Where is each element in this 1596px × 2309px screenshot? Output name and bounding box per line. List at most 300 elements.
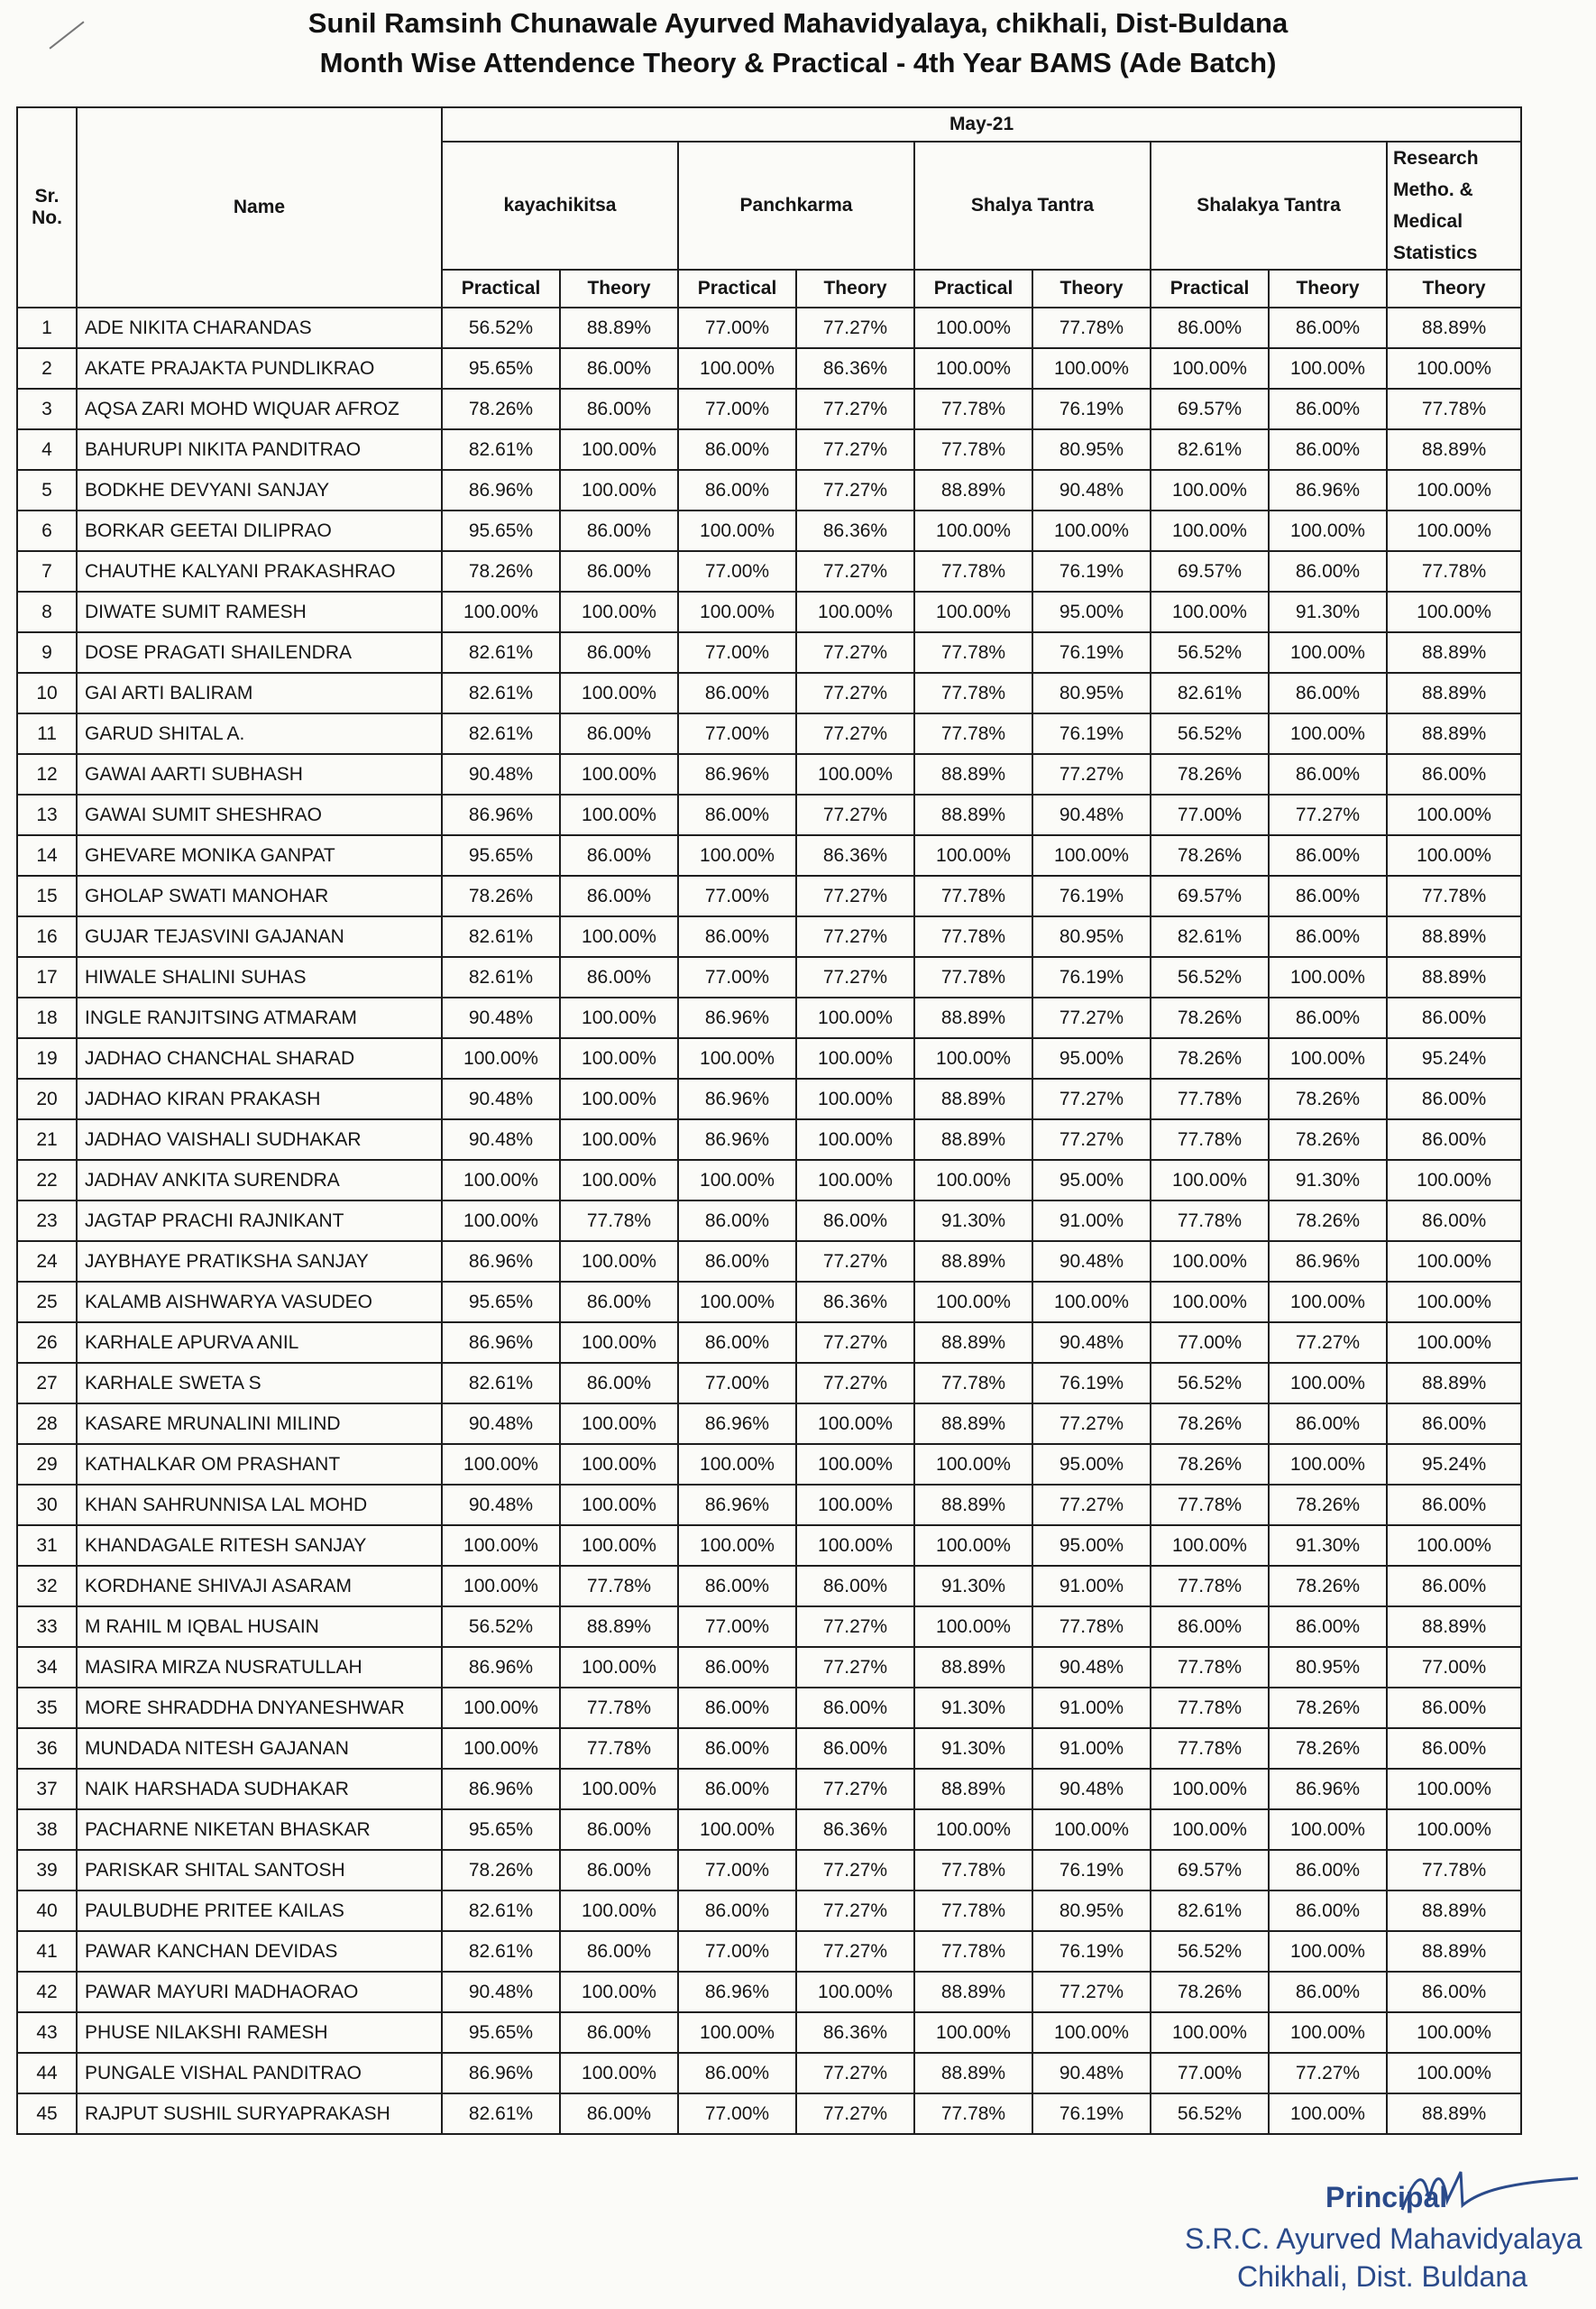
attendance-cell: 100.00%: [1269, 1931, 1387, 1972]
table-row: [17, 1931, 1521, 1972]
attendance-cell: 100.00%: [1151, 1241, 1269, 1282]
attendance-cell: 86.96%: [678, 1972, 796, 2012]
attendance-cell: 76.19%: [1032, 551, 1151, 592]
table-row: [17, 551, 1521, 592]
attendance-cell: 77.78%: [914, 1363, 1032, 1403]
attendance-cell: 77.27%: [796, 1769, 914, 1809]
attendance-cell: 95.00%: [1032, 592, 1151, 632]
attendance-cell: 78.26%: [1269, 1688, 1387, 1728]
row-sr-no: 38: [17, 1809, 77, 1850]
attendance-cell: 91.30%: [914, 1688, 1032, 1728]
attendance-cell: 86.00%: [1151, 1606, 1269, 1647]
attendance-cell: 100.00%: [1151, 1809, 1269, 1850]
row-sr-no: 43: [17, 2012, 77, 2053]
table-row: [17, 511, 1521, 551]
attendance-cell: 100.00%: [560, 429, 678, 470]
row-sr-no: 16: [17, 916, 77, 957]
attendance-cell: 100.00%: [914, 348, 1032, 389]
row-student-name: KATHALKAR OM PRASHANT: [77, 1444, 442, 1485]
attendance-cell: 100.00%: [1151, 470, 1269, 511]
attendance-cell: 77.27%: [1032, 1972, 1151, 2012]
attendance-cell: 100.00%: [796, 1485, 914, 1525]
subject-research-methodology: Research Metho. & Medical Statistics: [1387, 142, 1521, 270]
attendance-cell: 91.00%: [1032, 1200, 1151, 1241]
row-student-name: KARHALE APURVA ANIL: [77, 1322, 442, 1363]
attendance-cell: 77.00%: [1151, 1322, 1269, 1363]
attendance-cell: 100.00%: [1151, 592, 1269, 632]
row-sr-no: 1: [17, 308, 77, 348]
row-sr-no: 31: [17, 1525, 77, 1566]
report-title: Month Wise Attendence Theory & Practical - 4th Year BAMS (Ade Batch): [319, 47, 1277, 78]
attendance-cell: 77.27%: [796, 429, 914, 470]
row-student-name: RAJPUT SUSHIL SURYAPRAKASH: [77, 2093, 442, 2134]
row-sr-no: 19: [17, 1038, 77, 1079]
attendance-cell: 100.00%: [442, 1444, 560, 1485]
attendance-cell: 77.78%: [1151, 1688, 1269, 1728]
attendance-cell: 86.36%: [796, 1282, 914, 1322]
attendance-cell: 100.00%: [1269, 1038, 1387, 1079]
attendance-cell: 100.00%: [678, 511, 796, 551]
sub-header: Theory: [1032, 270, 1151, 308]
attendance-cell: 77.78%: [560, 1566, 678, 1606]
row-student-name: GAI ARTI BALIRAM: [77, 673, 442, 713]
attendance-cell: 78.26%: [1151, 754, 1269, 795]
attendance-cell: 88.89%: [914, 1322, 1032, 1363]
attendance-cell: 100.00%: [678, 1525, 796, 1566]
attendance-cell: 77.00%: [1151, 2053, 1269, 2093]
row-student-name: GAWAI AARTI SUBHASH: [77, 754, 442, 795]
attendance-table: [16, 106, 1522, 2135]
attendance-cell: 86.96%: [442, 1769, 560, 1809]
attendance-cell: 100.00%: [1387, 348, 1521, 389]
attendance-cell: 100.00%: [560, 470, 678, 511]
attendance-cell: 78.26%: [442, 876, 560, 916]
attendance-cell: 76.19%: [1032, 2093, 1151, 2134]
attendance-cell: 100.00%: [560, 1444, 678, 1485]
attendance-cell: 77.78%: [1387, 1850, 1521, 1890]
attendance-cell: 100.00%: [1269, 348, 1387, 389]
row-sr-no: 9: [17, 632, 77, 673]
attendance-cell: 100.00%: [796, 1972, 914, 2012]
attendance-cell: 82.61%: [442, 957, 560, 998]
attendance-cell: 78.26%: [1151, 1403, 1269, 1444]
attendance-cell: 100.00%: [560, 1890, 678, 1931]
row-student-name: M RAHIL M IQBAL HUSAIN: [77, 1606, 442, 1647]
row-sr-no: 7: [17, 551, 77, 592]
row-sr-no: 32: [17, 1566, 77, 1606]
row-sr-no: 28: [17, 1403, 77, 1444]
attendance-cell: 100.00%: [560, 1972, 678, 2012]
attendance-cell: 100.00%: [560, 1038, 678, 1079]
attendance-cell: 100.00%: [796, 1160, 914, 1200]
table-row: [17, 1728, 1521, 1769]
attendance-cell: 100.00%: [1387, 592, 1521, 632]
table-row: [17, 1322, 1521, 1363]
attendance-cell: 100.00%: [678, 2012, 796, 2053]
attendance-cell: 86.00%: [1269, 1890, 1387, 1931]
attendance-cell: 100.00%: [560, 916, 678, 957]
row-sr-no: 24: [17, 1241, 77, 1282]
attendance-cell: 56.52%: [1151, 713, 1269, 754]
attendance-cell: 86.96%: [1269, 1241, 1387, 1282]
attendance-cell: 100.00%: [442, 1038, 560, 1079]
attendance-cell: 100.00%: [914, 1606, 1032, 1647]
row-student-name: JADHAO KIRAN PRAKASH: [77, 1079, 442, 1119]
attendance-cell: 56.52%: [1151, 1931, 1269, 1972]
table-row: [17, 998, 1521, 1038]
attendance-cell: 76.19%: [1032, 389, 1151, 429]
row-sr-no: 2: [17, 348, 77, 389]
attendance-cell: 77.27%: [796, 673, 914, 713]
attendance-cell: 78.26%: [442, 551, 560, 592]
table-row: [17, 754, 1521, 795]
attendance-cell: 100.00%: [560, 1769, 678, 1809]
row-student-name: PAWAR KANCHAN DEVIDAS: [77, 1931, 442, 1972]
attendance-cell: 95.00%: [1032, 1160, 1151, 1200]
sr-header: Sr. No.: [17, 107, 77, 308]
attendance-cell: 90.48%: [1032, 1241, 1151, 1282]
row-student-name: BODKHE DEVYANI SANJAY: [77, 470, 442, 511]
attendance-cell: 77.27%: [1269, 1322, 1387, 1363]
attendance-cell: 86.00%: [678, 1322, 796, 1363]
sub-header: Theory: [1387, 270, 1521, 308]
attendance-cell: 90.48%: [1032, 1769, 1151, 1809]
attendance-cell: 86.00%: [1269, 308, 1387, 348]
attendance-cell: 95.24%: [1387, 1038, 1521, 1079]
attendance-cell: 86.00%: [560, 1931, 678, 1972]
attendance-cell: 100.00%: [1151, 1160, 1269, 1200]
attendance-cell: 86.00%: [560, 2093, 678, 2134]
row-student-name: KALAMB AISHWARYA VASUDEO: [77, 1282, 442, 1322]
attendance-cell: 100.00%: [796, 1444, 914, 1485]
table-row: [17, 1566, 1521, 1606]
sub-header: Practical: [914, 270, 1032, 308]
attendance-cell: 78.26%: [1151, 1444, 1269, 1485]
attendance-cell: 100.00%: [560, 1119, 678, 1160]
attendance-cell: 90.48%: [442, 1403, 560, 1444]
row-student-name: PUNGALE VISHAL PANDITRAO: [77, 2053, 442, 2093]
attendance-cell: 86.00%: [1269, 1606, 1387, 1647]
row-student-name: MUNDADA NITESH GAJANAN: [77, 1728, 442, 1769]
attendance-cell: 69.57%: [1151, 876, 1269, 916]
attendance-cell: 100.00%: [1387, 1525, 1521, 1566]
row-sr-no: 33: [17, 1606, 77, 1647]
attendance-cell: 77.27%: [796, 389, 914, 429]
attendance-cell: 86.00%: [1269, 916, 1387, 957]
row-sr-no: 14: [17, 835, 77, 876]
row-student-name: PAULBUDHE PRITEE KAILAS: [77, 1890, 442, 1931]
attendance-cell: 88.89%: [1387, 632, 1521, 673]
attendance-cell: 80.95%: [1032, 1890, 1151, 1931]
attendance-cell: 86.00%: [796, 1688, 914, 1728]
attendance-cell: 77.00%: [678, 2093, 796, 2134]
table-row: [17, 592, 1521, 632]
attendance-cell: 86.00%: [560, 2012, 678, 2053]
attendance-cell: 86.00%: [796, 1566, 914, 1606]
college-stamp-line1: S.R.C. Ayurved Mahavidyalaya: [1185, 2222, 1582, 2255]
attendance-cell: 77.00%: [678, 713, 796, 754]
attendance-cell: 78.26%: [1269, 1200, 1387, 1241]
table-row: [17, 1809, 1521, 1850]
attendance-cell: 100.00%: [560, 1647, 678, 1688]
table-row: [17, 1160, 1521, 1200]
row-student-name: DIWATE SUMIT RAMESH: [77, 592, 442, 632]
table-row: [17, 957, 1521, 998]
row-sr-no: 30: [17, 1485, 77, 1525]
attendance-cell: 86.00%: [560, 389, 678, 429]
attendance-cell: 100.00%: [678, 348, 796, 389]
attendance-cell: 86.96%: [442, 1322, 560, 1363]
attendance-cell: 86.36%: [796, 348, 914, 389]
attendance-cell: 100.00%: [560, 1160, 678, 1200]
attendance-cell: 82.61%: [442, 429, 560, 470]
row-sr-no: 40: [17, 1890, 77, 1931]
attendance-cell: 86.00%: [560, 876, 678, 916]
row-student-name: JAGTAP PRACHI RAJNIKANT: [77, 1200, 442, 1241]
attendance-cell: 76.19%: [1032, 1931, 1151, 1972]
attendance-cell: 86.00%: [796, 1200, 914, 1241]
attendance-cell: 100.00%: [1387, 795, 1521, 835]
attendance-cell: 100.00%: [1032, 1809, 1151, 1850]
attendance-cell: 90.48%: [442, 1972, 560, 2012]
attendance-cell: 86.00%: [1269, 1972, 1387, 2012]
attendance-cell: 100.00%: [1387, 1769, 1521, 1809]
attendance-cell: 100.00%: [678, 592, 796, 632]
row-sr-no: 35: [17, 1688, 77, 1728]
attendance-cell: 86.00%: [678, 1769, 796, 1809]
attendance-cell: 100.00%: [560, 1403, 678, 1444]
attendance-cell: 88.89%: [1387, 308, 1521, 348]
attendance-cell: 100.00%: [678, 1160, 796, 1200]
row-student-name: KHANDAGALE RITESH SANJAY: [77, 1525, 442, 1566]
attendance-cell: 100.00%: [914, 835, 1032, 876]
attendance-cell: 100.00%: [442, 1525, 560, 1566]
attendance-cell: 90.48%: [1032, 470, 1151, 511]
attendance-cell: 77.27%: [796, 916, 914, 957]
attendance-cell: 86.00%: [560, 511, 678, 551]
attendance-cell: 86.00%: [560, 957, 678, 998]
attendance-cell: 91.30%: [914, 1200, 1032, 1241]
attendance-cell: 100.00%: [1032, 1282, 1151, 1322]
row-sr-no: 36: [17, 1728, 77, 1769]
row-student-name: ADE NIKITA CHARANDAS: [77, 308, 442, 348]
attendance-cell: 86.96%: [678, 1485, 796, 1525]
attendance-cell: 86.00%: [560, 551, 678, 592]
table-row: [17, 1890, 1521, 1931]
sub-header: Practical: [678, 270, 796, 308]
attendance-cell: 100.00%: [914, 2012, 1032, 2053]
attendance-cell: 56.52%: [1151, 957, 1269, 998]
attendance-cell: 88.89%: [914, 1647, 1032, 1688]
attendance-cell: 100.00%: [1032, 511, 1151, 551]
attendance-cell: 100.00%: [560, 795, 678, 835]
attendance-cell: 100.00%: [1387, 2053, 1521, 2093]
attendance-cell: 69.57%: [1151, 1850, 1269, 1890]
row-sr-no: 8: [17, 592, 77, 632]
attendance-cell: 86.00%: [1269, 389, 1387, 429]
attendance-cell: 82.61%: [442, 632, 560, 673]
attendance-cell: 100.00%: [678, 835, 796, 876]
attendance-cell: 86.00%: [1387, 1119, 1521, 1160]
table-row: [17, 835, 1521, 876]
attendance-cell: 77.27%: [1032, 754, 1151, 795]
attendance-cell: 69.57%: [1151, 389, 1269, 429]
attendance-cell: 100.00%: [560, 1241, 678, 1282]
attendance-cell: 88.89%: [914, 998, 1032, 1038]
attendance-cell: 76.19%: [1032, 957, 1151, 998]
attendance-cell: 86.00%: [560, 1282, 678, 1322]
attendance-cell: 86.96%: [442, 470, 560, 511]
attendance-cell: 82.61%: [442, 713, 560, 754]
attendance-cell: 88.89%: [1387, 1931, 1521, 1972]
attendance-cell: 82.61%: [442, 1931, 560, 1972]
attendance-cell: 77.78%: [560, 1200, 678, 1241]
attendance-cell: 56.52%: [442, 1606, 560, 1647]
table-row: [17, 470, 1521, 511]
row-sr-no: 45: [17, 2093, 77, 2134]
attendance-cell: 100.00%: [1269, 632, 1387, 673]
attendance-cell: 77.78%: [914, 673, 1032, 713]
attendance-cell: 86.00%: [678, 916, 796, 957]
table-row: [17, 1079, 1521, 1119]
attendance-cell: 56.52%: [442, 308, 560, 348]
attendance-cell: 91.30%: [1269, 1525, 1387, 1566]
attendance-cell: 80.95%: [1032, 429, 1151, 470]
attendance-cell: 78.26%: [442, 389, 560, 429]
attendance-cell: 77.27%: [796, 632, 914, 673]
attendance-cell: 86.00%: [560, 1850, 678, 1890]
attendance-cell: 100.00%: [914, 511, 1032, 551]
attendance-cell: 86.00%: [1387, 1688, 1521, 1728]
attendance-cell: 95.65%: [442, 1282, 560, 1322]
attendance-cell: 77.78%: [914, 1850, 1032, 1890]
row-sr-no: 27: [17, 1363, 77, 1403]
attendance-cell: 95.65%: [442, 348, 560, 389]
attendance-cell: 91.30%: [914, 1728, 1032, 1769]
attendance-cell: 86.00%: [1269, 998, 1387, 1038]
attendance-cell: 77.00%: [678, 308, 796, 348]
attendance-cell: 100.00%: [1151, 348, 1269, 389]
attendance-cell: 86.00%: [1387, 1403, 1521, 1444]
attendance-cell: 100.00%: [1269, 1809, 1387, 1850]
table-row: [17, 1769, 1521, 1809]
table-row: [17, 1606, 1521, 1647]
attendance-cell: 100.00%: [1151, 2012, 1269, 2053]
attendance-cell: 77.78%: [1032, 308, 1151, 348]
attendance-cell: 86.00%: [560, 632, 678, 673]
row-sr-no: 18: [17, 998, 77, 1038]
attendance-cell: 86.96%: [678, 1079, 796, 1119]
college-stamp-line2: Chikhali, Dist. Buldana: [1237, 2260, 1527, 2293]
table-row: [17, 673, 1521, 713]
row-sr-no: 3: [17, 389, 77, 429]
attendance-cell: 77.78%: [1151, 1485, 1269, 1525]
table-row: [17, 2053, 1521, 2093]
table-row: [17, 795, 1521, 835]
subject-shalakya-tantra: Shalakya Tantra: [1151, 142, 1387, 270]
attendance-cell: 100.00%: [560, 754, 678, 795]
attendance-cell: 91.00%: [1032, 1688, 1151, 1728]
table-row: [17, 389, 1521, 429]
attendance-cell: 86.00%: [678, 1688, 796, 1728]
attendance-cell: 91.30%: [1269, 592, 1387, 632]
attendance-cell: 82.61%: [442, 1890, 560, 1931]
subject-shalya-tantra: Shalya Tantra: [914, 142, 1151, 270]
attendance-cell: 100.00%: [560, 2053, 678, 2093]
row-sr-no: 39: [17, 1850, 77, 1890]
attendance-cell: 100.00%: [1269, 1444, 1387, 1485]
row-student-name: MORE SHRADDHA DNYANESHWAR: [77, 1688, 442, 1728]
attendance-cell: 86.36%: [796, 511, 914, 551]
attendance-cell: 77.27%: [1032, 1079, 1151, 1119]
attendance-cell: 77.78%: [914, 551, 1032, 592]
attendance-cell: 86.36%: [796, 2012, 914, 2053]
attendance-cell: 100.00%: [796, 1403, 914, 1444]
attendance-cell: 100.00%: [1151, 511, 1269, 551]
attendance-cell: 77.27%: [796, 957, 914, 998]
row-sr-no: 23: [17, 1200, 77, 1241]
attendance-cell: 86.00%: [560, 713, 678, 754]
attendance-cell: 77.00%: [678, 389, 796, 429]
attendance-cell: 100.00%: [914, 1038, 1032, 1079]
attendance-cell: 82.61%: [442, 673, 560, 713]
table-row: [17, 876, 1521, 916]
row-sr-no: 34: [17, 1647, 77, 1688]
attendance-cell: 86.00%: [678, 1566, 796, 1606]
attendance-cell: 77.27%: [796, 1647, 914, 1688]
table-row: [17, 1241, 1521, 1282]
attendance-cell: 80.95%: [1032, 916, 1151, 957]
attendance-cell: 86.00%: [678, 1890, 796, 1931]
attendance-cell: 100.00%: [1151, 1282, 1269, 1322]
attendance-cell: 100.00%: [442, 592, 560, 632]
attendance-cell: 78.26%: [1151, 998, 1269, 1038]
row-student-name: GUJAR TEJASVINI GAJANAN: [77, 916, 442, 957]
table-row: [17, 1363, 1521, 1403]
row-sr-no: 29: [17, 1444, 77, 1485]
attendance-cell: 100.00%: [914, 1444, 1032, 1485]
row-sr-no: 12: [17, 754, 77, 795]
attendance-cell: 82.61%: [442, 1363, 560, 1403]
attendance-cell: 86.36%: [796, 1809, 914, 1850]
attendance-cell: 100.00%: [1151, 1525, 1269, 1566]
row-student-name: PACHARNE NIKETAN BHASKAR: [77, 1809, 442, 1850]
attendance-cell: 82.61%: [442, 2093, 560, 2134]
row-sr-no: 11: [17, 713, 77, 754]
row-student-name: PAWAR MAYURI MADHAORAO: [77, 1972, 442, 2012]
attendance-cell: 77.27%: [796, 876, 914, 916]
attendance-cell: 86.00%: [1387, 1079, 1521, 1119]
month-header: May-21: [442, 107, 1521, 142]
attendance-cell: 86.00%: [678, 1728, 796, 1769]
row-student-name: MASIRA MIRZA NUSRATULLAH: [77, 1647, 442, 1688]
attendance-cell: 88.89%: [560, 308, 678, 348]
attendance-cell: 88.89%: [1387, 673, 1521, 713]
attendance-cell: 77.78%: [914, 632, 1032, 673]
attendance-cell: 100.00%: [914, 1809, 1032, 1850]
attendance-cell: 77.27%: [796, 308, 914, 348]
attendance-cell: 86.00%: [678, 429, 796, 470]
attendance-cell: 86.00%: [1269, 754, 1387, 795]
attendance-cell: 86.00%: [1269, 429, 1387, 470]
sub-header: Theory: [796, 270, 914, 308]
attendance-cell: 77.78%: [914, 713, 1032, 754]
row-sr-no: 42: [17, 1972, 77, 2012]
attendance-cell: 86.00%: [1387, 1485, 1521, 1525]
attendance-cell: 77.78%: [914, 916, 1032, 957]
row-student-name: AQSA ZARI MOHD WIQUAR AFROZ: [77, 389, 442, 429]
attendance-cell: 86.00%: [560, 348, 678, 389]
